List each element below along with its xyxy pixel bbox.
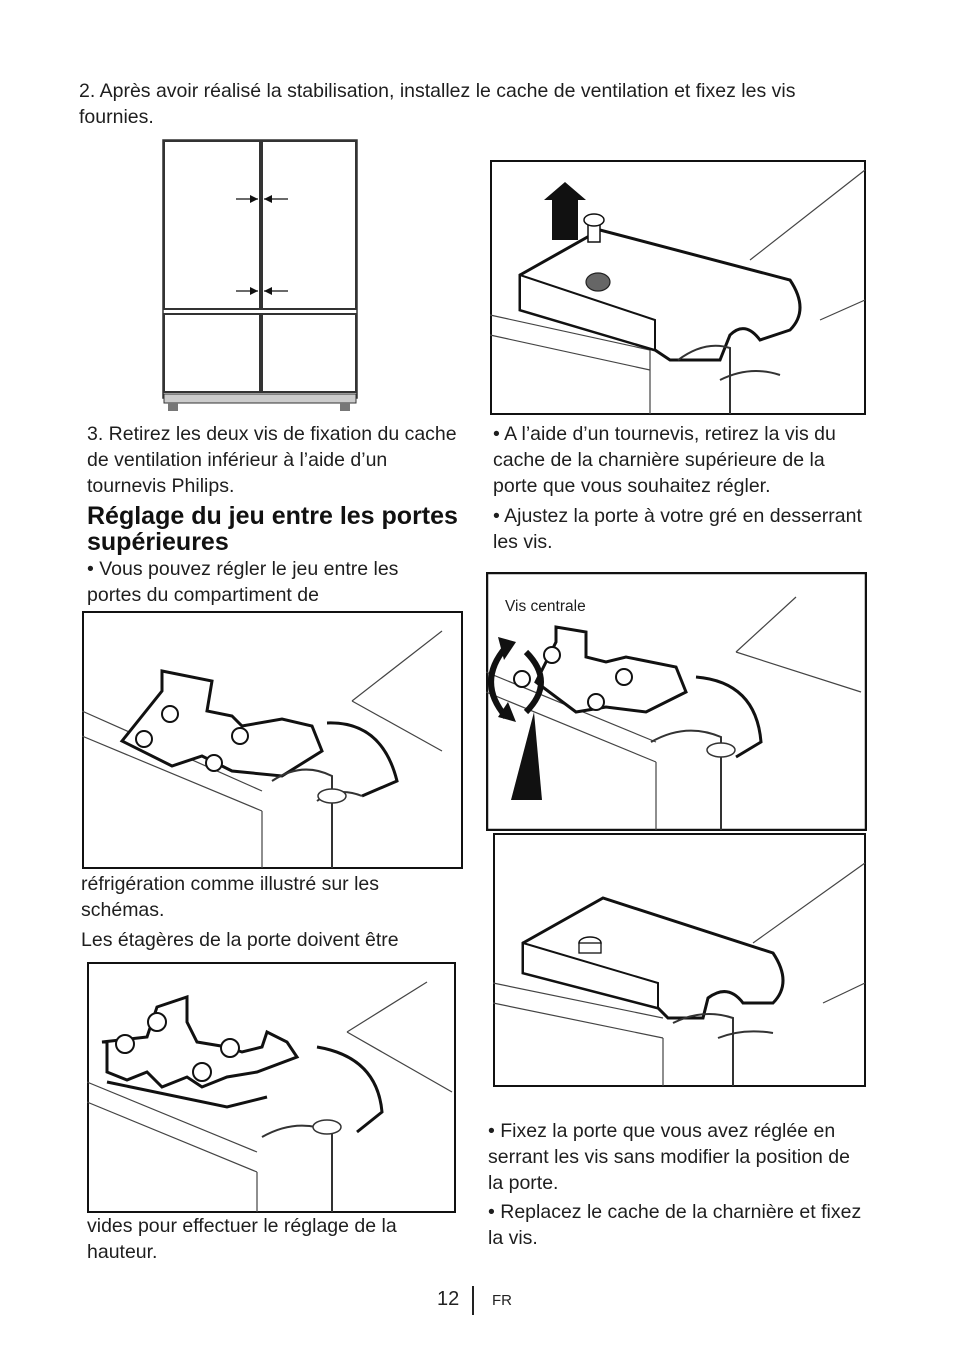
hinge-cover-figure <box>490 160 866 415</box>
section-title: Réglage du jeu entre les portes supérieures <box>87 502 458 556</box>
hinge-screws-figure-bottom <box>87 962 456 1213</box>
language-code: FR <box>492 1292 512 1309</box>
fridge-front-figure <box>160 138 360 414</box>
hinge-screws-figure-left <box>82 611 463 869</box>
page-separator <box>472 1286 474 1315</box>
left-text-p1: • Vous pouvez régler le jeu entre les portes du compartiment de <box>87 558 399 606</box>
bullet-replace-cover: • Replacez le cache de la charnière et fixez la vis. <box>488 1201 862 1249</box>
left-text-p3: Les étagères de la porte doivent être <box>81 929 399 951</box>
bullet-tighten-screws: • Fixez la porte que vous avez réglée en serrant les vis sans modifier la position de la porte. <box>488 1120 850 1194</box>
page-number: 12 <box>437 1288 460 1310</box>
step3-text: 3. Retirez les deux vis de fixation du cache de ventilation inférieur à l’aide d’un tournevis Philips. <box>87 423 457 497</box>
page-footer <box>0 1286 954 1316</box>
bullet-remove-screw: • A l’aide d’un tournevis, retirez la vis du cache de la charnière supérieure de la porte que vous souhaitez régler. <box>493 423 836 497</box>
hinge-cover-replaced-figure <box>493 833 866 1087</box>
bullet-loosen-screws: • Ajustez la porte à votre gré en desserrant les vis. <box>493 505 862 553</box>
step2-text: 2. Après avoir réalisé la stabilisation, installez le cache de ventilation et fixez les vis fournies. <box>79 80 796 128</box>
left-text-p2: réfrigération comme illustré sur les schémas. <box>81 873 380 921</box>
central-screw-figure <box>486 572 867 831</box>
left-text-p4: vides pour effectuer le réglage de la hauteur. <box>87 1215 397 1263</box>
central-screw-label: Vis centrale <box>505 598 586 615</box>
